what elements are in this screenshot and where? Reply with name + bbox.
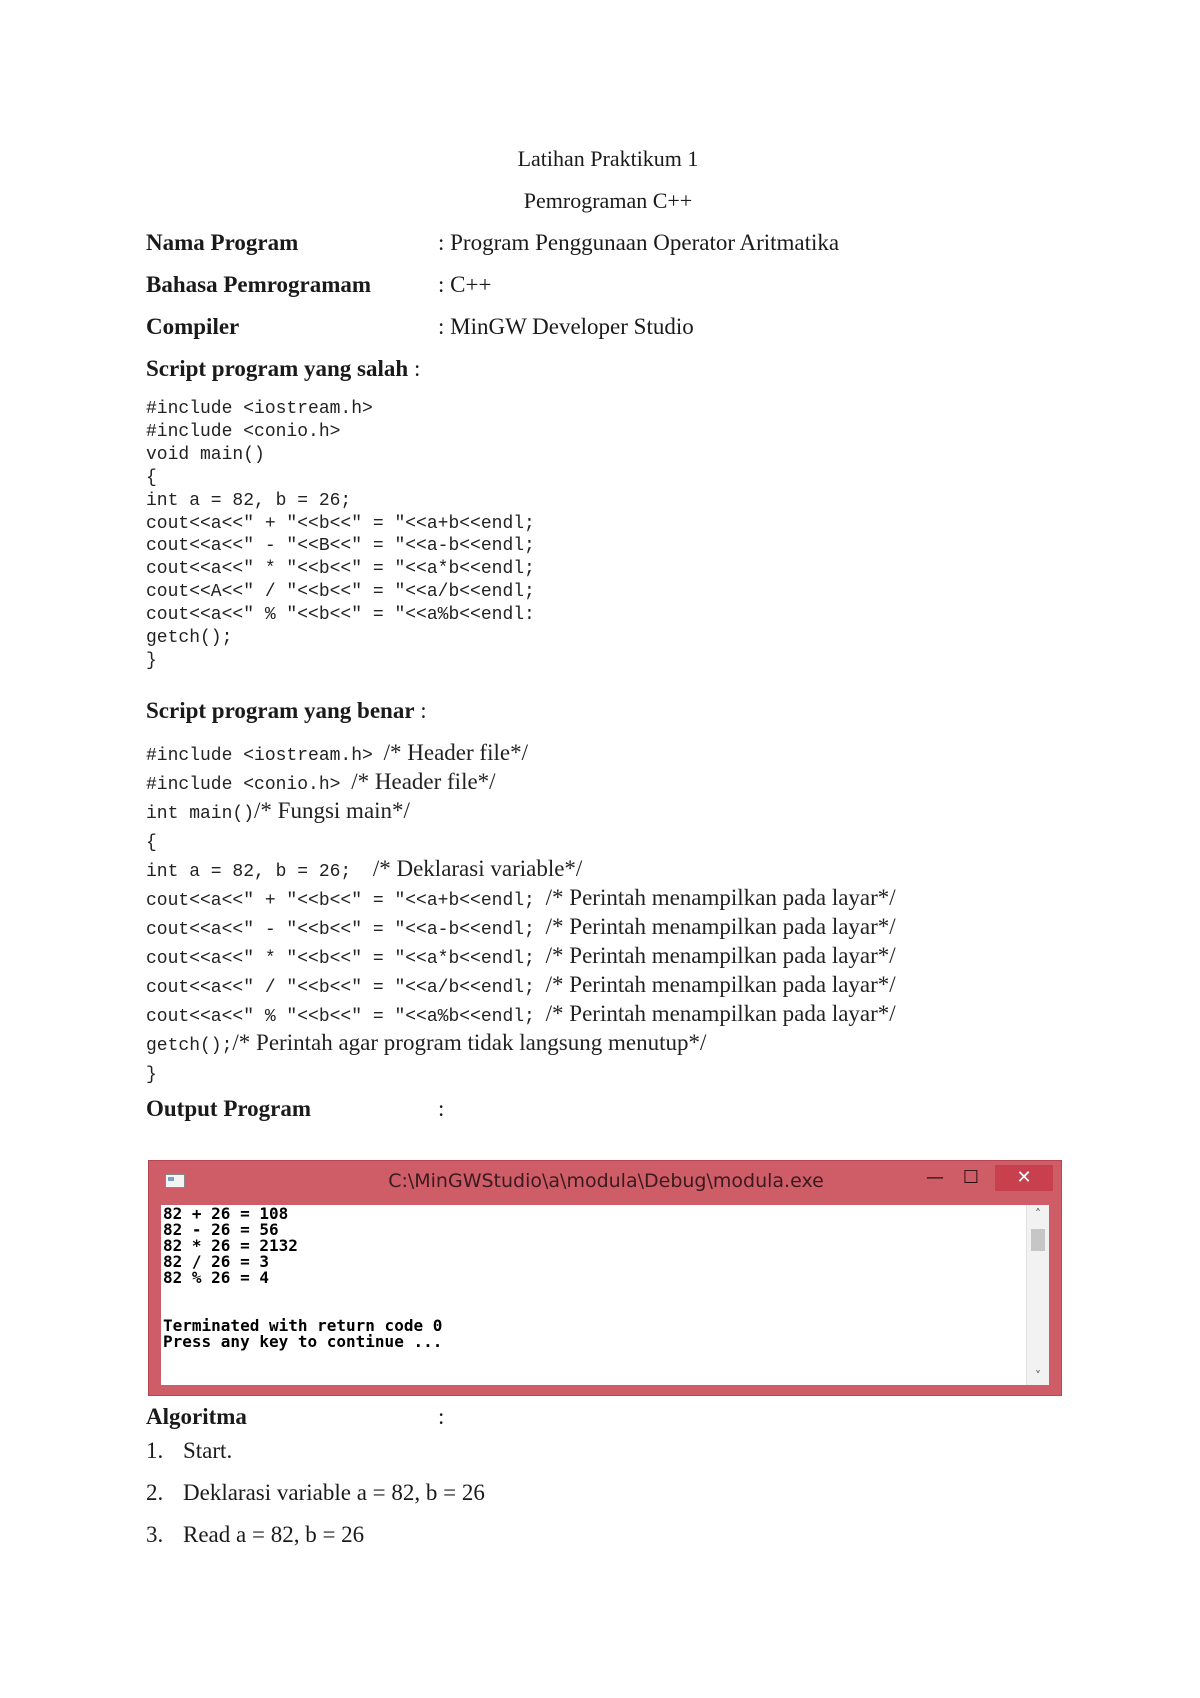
console-line: 82 / 26 = 3 [163, 1252, 269, 1271]
scroll-down-arrow-icon[interactable]: ˅ [1035, 1369, 1041, 1383]
heading-colon: : [438, 1404, 445, 1429]
code-line: void main() [146, 444, 265, 465]
console-line: Press any key to continue ... [163, 1332, 443, 1351]
step-number: 2. [146, 1480, 164, 1505]
code-text: getch(); [146, 1036, 233, 1056]
scroll-up-arrow-icon[interactable]: ˄ [1035, 1207, 1041, 1221]
code-line [146, 999, 896, 1028]
section-heading-wrong-script [146, 356, 420, 382]
step-text: Read a = 82, b = 26 [183, 1522, 365, 1547]
code-comment: /* Perintah menampilkan pada layar*/ [545, 1001, 896, 1026]
code-line [146, 767, 896, 796]
code-line: { [146, 467, 157, 488]
section-heading-right-script [146, 698, 427, 724]
code-comment: /* Perintah agar program tidak langsung menutup*/ [232, 1030, 707, 1055]
code-text: #include <conio.h> [146, 775, 352, 795]
section-heading-algorithm [146, 1404, 445, 1430]
meta-key: Bahasa Pemrogramam [146, 272, 372, 297]
code-line: #include <conio.h> [146, 421, 341, 442]
code-line [146, 883, 896, 912]
code-line: #include <iostream.h> [146, 399, 373, 419]
code-line [146, 796, 896, 825]
code-line [146, 1028, 896, 1057]
algorithm-step [146, 1522, 364, 1548]
code-comment: /* Header file*/ [383, 740, 528, 765]
meta-key: Nama Program [146, 230, 299, 255]
code-line [146, 738, 896, 767]
console-output-text [163, 1206, 442, 1350]
step-number: 3. [146, 1522, 164, 1547]
vertical-scrollbar[interactable] [1026, 1205, 1049, 1385]
code-text: { [146, 833, 157, 853]
document-title: Latihan Praktikum 1 [517, 146, 699, 171]
code-text: cout<<a<<" % "<<b<<" = "<<a%b<<endl; [146, 1007, 546, 1027]
section-heading-output [146, 1096, 445, 1122]
code-line: cout<<a<<" * "<<b<<" = "<<a*b<<endl; [146, 559, 535, 580]
heading-text: Algoritma [146, 1404, 247, 1429]
console-line: Terminated with return code 0 [163, 1316, 443, 1335]
code-text: } [146, 1065, 157, 1085]
code-comment: /* Fungsi main*/ [254, 798, 410, 823]
code-comment: /* Header file*/ [351, 769, 496, 794]
meta-value: : Program Penggunaan Operator Aritmatika [438, 230, 840, 255]
code-line [146, 1057, 896, 1086]
heading-colon: : [408, 356, 421, 381]
code-comment: /* Perintah menampilkan pada layar*/ [545, 943, 896, 968]
maximize-button[interactable]: ☐ [962, 1167, 980, 1188]
console-line [163, 1286, 442, 1302]
document-subtitle: Pemrograman C++ [523, 188, 693, 213]
code-comment: /* Perintah menampilkan pada layar*/ [545, 972, 896, 997]
code-text: cout<<a<<" + "<<b<<" = "<<a+b<<endl; [146, 891, 546, 911]
meta-value: : MinGW Developer Studio [438, 314, 694, 339]
console-line: 82 - 26 = 56 [163, 1220, 279, 1239]
code-line: cout<<a<<" - "<<B<<" = "<<a-b<<endl; [146, 536, 535, 557]
step-number: 1. [146, 1438, 164, 1463]
console-line: 82 + 26 = 108 [163, 1204, 289, 1223]
code-text: cout<<a<<" - "<<b<<" = "<<a-b<<endl; [146, 920, 546, 940]
step-text: Deklarasi variable a = 82, b = 26 [183, 1480, 485, 1505]
close-button[interactable]: ✕ [995, 1165, 1053, 1191]
code-line: cout<<A<<" / "<<b<<" = "<<a/b<<endl; [146, 582, 535, 603]
code-line [146, 970, 896, 999]
heading-text: Script program yang benar [146, 698, 415, 723]
heading-text: Script program yang salah [146, 356, 409, 381]
console-window [148, 1160, 1062, 1396]
code-comment: /* Deklarasi variable*/ [372, 856, 583, 881]
code-line: getch(); [146, 628, 233, 649]
heading-colon: : [414, 698, 427, 723]
code-line: } [146, 650, 157, 671]
heading-colon: : [438, 1096, 445, 1121]
code-comment: /* Perintah menampilkan pada layar*/ [545, 885, 896, 910]
minimize-button[interactable]: — [926, 1167, 944, 1188]
code-text: int a = 82, b = 26; [146, 862, 373, 882]
code-text: cout<<a<<" / "<<b<<" = "<<a/b<<endl; [146, 978, 546, 998]
wrong-script-code-block [146, 398, 535, 673]
algorithm-step [146, 1480, 485, 1506]
console-window-title: C:\MinGWStudio\a\modula\Debug\modula.exe [388, 1170, 824, 1192]
code-line [146, 825, 896, 854]
code-line: cout<<a<<" % "<<b<<" = "<<a%b<<endl: [146, 605, 535, 626]
console-output-area[interactable] [161, 1205, 1049, 1385]
code-line [146, 912, 896, 941]
code-text: #include <iostream.h> [146, 746, 384, 766]
code-text: cout<<a<<" * "<<b<<" = "<<a*b<<endl; [146, 949, 546, 969]
console-line: 82 % 26 = 4 [163, 1268, 269, 1287]
heading-text: Output Program [146, 1096, 312, 1121]
code-text: int main() [146, 804, 255, 824]
code-line [146, 941, 896, 970]
algorithm-step [146, 1438, 232, 1464]
right-script-code-block [146, 738, 896, 1086]
console-line: 82 * 26 = 2132 [163, 1236, 298, 1255]
meta-key: Compiler [146, 314, 240, 339]
code-line [146, 854, 896, 883]
code-comment: /* Perintah menampilkan pada layar*/ [545, 914, 896, 939]
code-line: cout<<a<<" + "<<b<<" = "<<a+b<<endl; [146, 513, 535, 534]
scroll-thumb[interactable] [1031, 1229, 1045, 1251]
meta-value: : C++ [438, 272, 492, 297]
code-line: int a = 82, b = 26; [146, 490, 352, 511]
step-text: Start. [183, 1438, 233, 1463]
